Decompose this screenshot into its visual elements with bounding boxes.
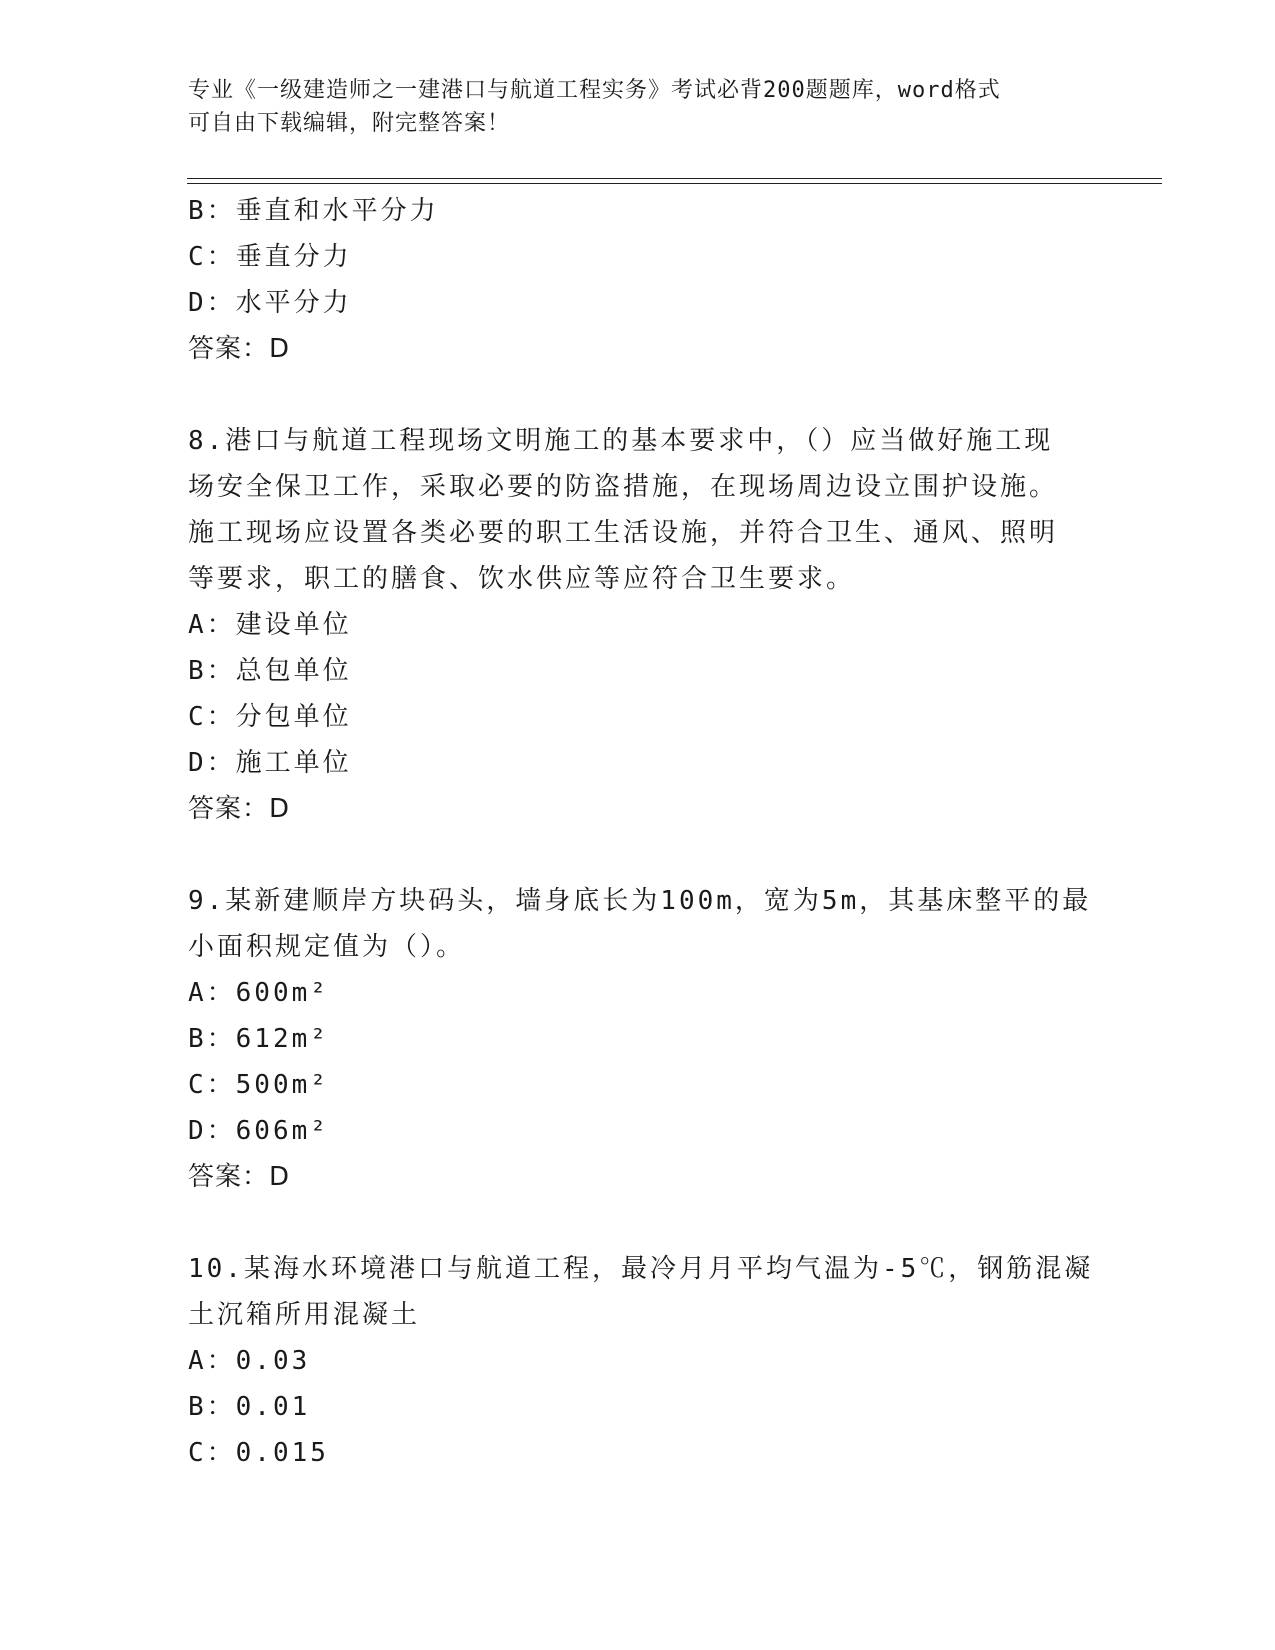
header-line-2: 可自由下载编辑，附完整答案！: [188, 111, 511, 136]
option-d: D：水平分力: [188, 288, 352, 318]
header-divider-top: [187, 178, 1162, 179]
option-a: A：600m²: [188, 978, 329, 1008]
answer: 答案：D: [188, 1162, 291, 1192]
question-8: [188, 418, 1088, 832]
option-c: C：分包单位: [188, 702, 352, 732]
option-a: A：建设单位: [188, 610, 352, 640]
question-9: [188, 878, 1092, 1200]
question-stem-line: 10.某海水环境港口与航道工程，最冷月月平均气温为-5℃，钢筋混凝: [188, 1254, 1094, 1284]
question-stem-line: 土沉箱所用混凝土: [188, 1300, 421, 1330]
question-stem-line: 等要求，职工的膳食、饮水供应等应符合卫生要求。: [188, 564, 856, 594]
question-stem-line: 场安全保卫工作，采取必要的防盗措施，在现场周边设立围护设施。: [188, 472, 1059, 502]
question-stem-line: 8.港口与航道工程现场文明施工的基本要求中，（）应当做好施工现: [188, 426, 1054, 456]
question-stem-line: 施工现场应设置各类必要的职工生活设施，并符合卫生、通风、照明: [188, 518, 1059, 548]
option-b: B：0.01: [188, 1392, 311, 1422]
option-b: B：总包单位: [188, 656, 352, 686]
header-divider-bottom: [187, 183, 1162, 184]
question-stem-line: 小面积规定值为（）。: [188, 932, 466, 962]
option-b: B：612m²: [188, 1024, 329, 1054]
option-c: C：0.015: [188, 1438, 329, 1468]
document-header: [188, 74, 1088, 140]
question-10: [188, 1246, 1094, 1476]
option-c: C：垂直分力: [188, 242, 352, 272]
header-line-1: 专业《一级建造师之一建港口与航道工程实务》考试必背200题题库，word格式: [188, 78, 1001, 103]
option-a: A：0.03: [188, 1346, 311, 1376]
option-d: D：施工单位: [188, 748, 352, 778]
option-b: B：垂直和水平分力: [188, 196, 439, 226]
question-7-continuation: [188, 188, 1088, 372]
answer: 答案：D: [188, 334, 291, 364]
option-d: D：606m²: [188, 1116, 329, 1146]
question-content: [188, 188, 1094, 1476]
answer: 答案：D: [188, 794, 291, 824]
question-stem-line: 9.某新建顺岸方块码头，墙身底长为100m，宽为5m，其基床整平的最: [188, 886, 1092, 916]
option-c: C：500m²: [188, 1070, 329, 1100]
